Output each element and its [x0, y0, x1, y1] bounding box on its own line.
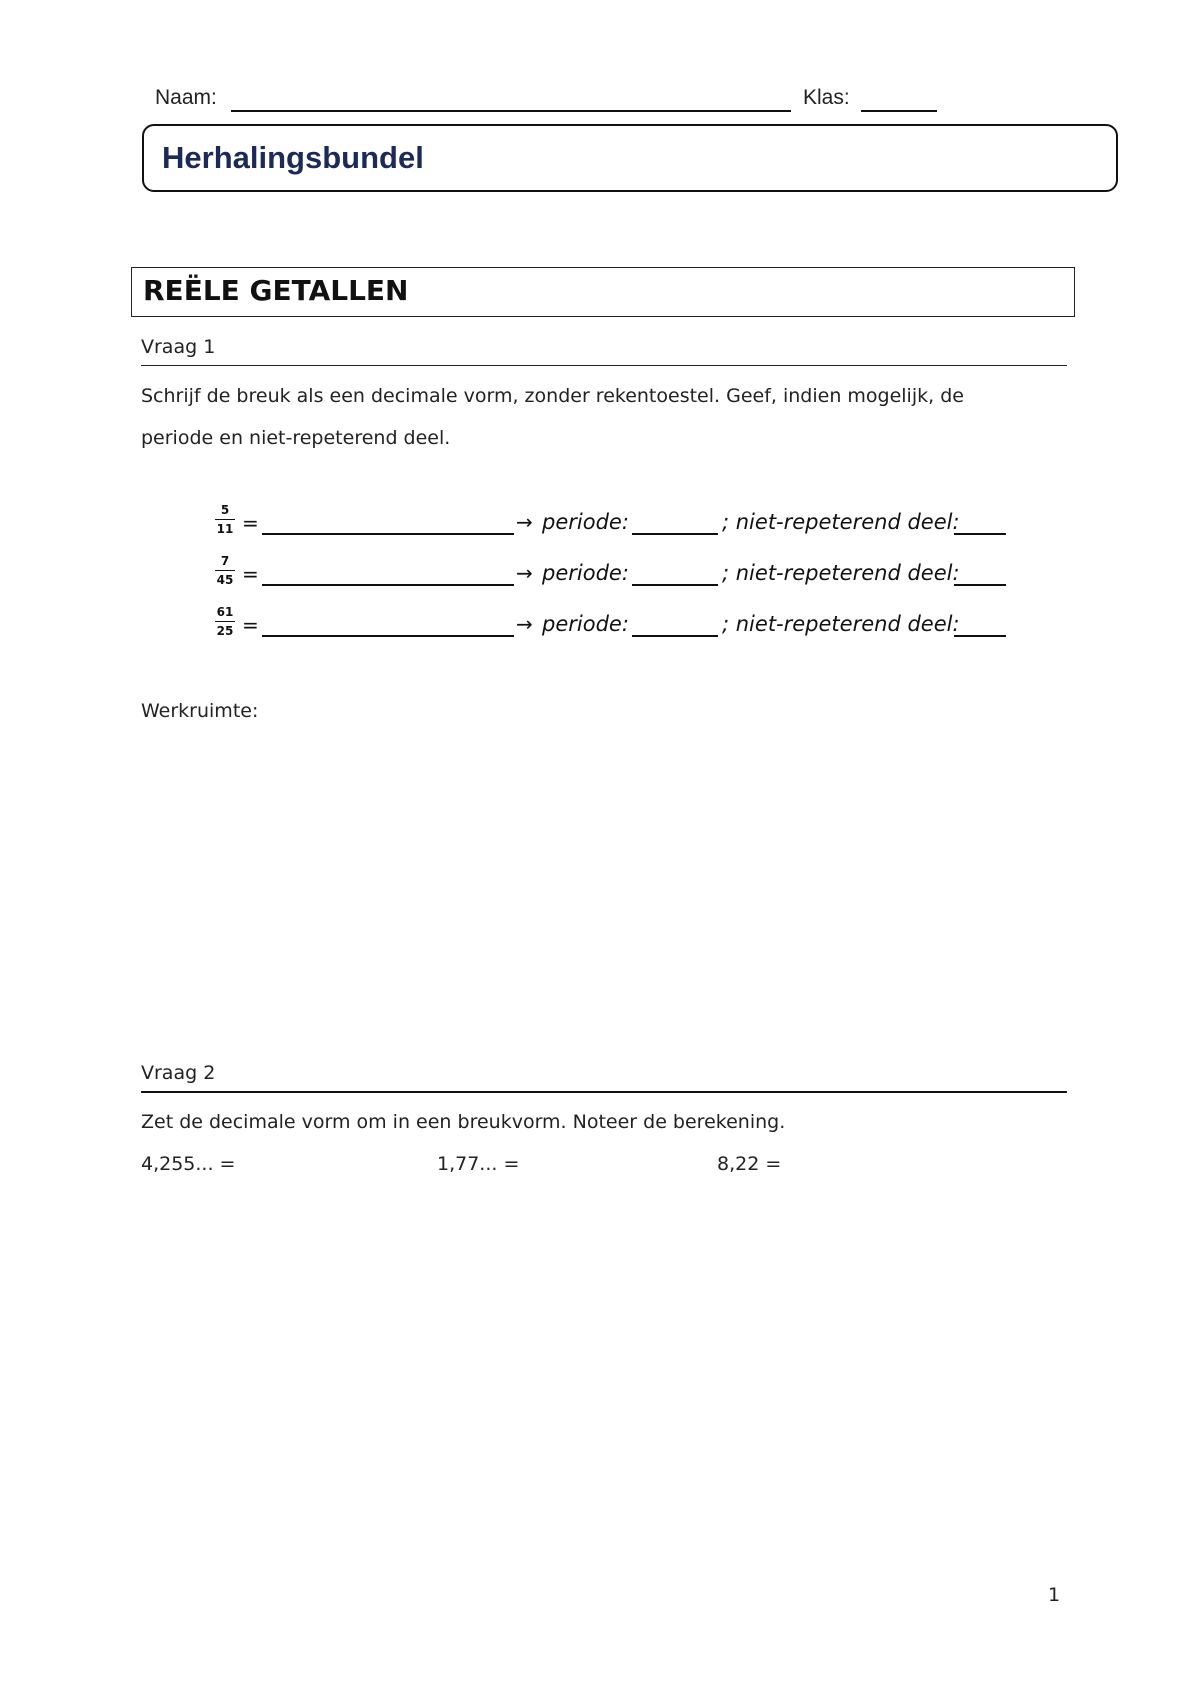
- decimal-answer-line[interactable]: [262, 533, 514, 535]
- nonrepeating-answer-line[interactable]: [954, 584, 1006, 586]
- class-field-line[interactable]: [861, 110, 937, 112]
- fraction-row-2: [214, 554, 1014, 598]
- period-answer-line[interactable]: [632, 635, 718, 637]
- nonrepeating-answer-line[interactable]: [954, 533, 1006, 535]
- question1-title: Vraag 1: [141, 336, 216, 358]
- equals-sign: =: [242, 511, 259, 535]
- question2-underline: [141, 1091, 1067, 1093]
- arrow-icon: →: [516, 510, 533, 534]
- fraction-2: [214, 554, 236, 589]
- equals-sign: =: [242, 562, 259, 586]
- period-label: periode:: [542, 561, 629, 585]
- fraction-1: [214, 503, 236, 538]
- question1-underline: [141, 365, 1067, 366]
- question1-heading: [141, 336, 1067, 366]
- name-label: Naam:: [155, 86, 217, 109]
- question1-instruction: [141, 375, 1081, 459]
- fraction-denominator: 45: [216, 573, 234, 587]
- fraction-row-3: [214, 605, 1014, 649]
- period-answer-line[interactable]: [632, 533, 718, 535]
- fraction-3: [214, 605, 236, 640]
- page-number: 1: [1048, 1584, 1061, 1606]
- question2-instruction: Zet de decimale vorm om in een breukvorm. Noteer de berekening.: [141, 1111, 786, 1133]
- fraction-denominator: 11: [216, 522, 234, 536]
- nonrepeating-label: ; niet-repeterend deel:: [722, 561, 960, 585]
- student-info-row: [155, 86, 935, 116]
- fraction-denominator: 25: [216, 624, 234, 638]
- expression-3: 8,22 =: [717, 1153, 782, 1175]
- decimal-answer-line[interactable]: [262, 584, 514, 586]
- section-heading: REËLE GETALLEN: [143, 274, 409, 307]
- expression-2: 1,77... =: [437, 1153, 520, 1175]
- nonrepeating-label: ; niet-repeterend deel:: [722, 612, 960, 636]
- period-label: periode:: [542, 510, 629, 534]
- nonrepeating-answer-line[interactable]: [954, 635, 1006, 637]
- fraction-numerator: 7: [220, 554, 230, 568]
- nonrepeating-label: ; niet-repeterend deel:: [722, 510, 960, 534]
- page-title: Herhalingsbundel: [162, 140, 424, 175]
- arrow-icon: →: [516, 612, 533, 636]
- period-answer-line[interactable]: [632, 584, 718, 586]
- question1-instruction-line1: Schrijf de breuk als een decimale vorm, zonder rekentoestel. Geef, indien mogelijk, de: [141, 385, 964, 407]
- arrow-icon: →: [516, 561, 533, 585]
- class-label: Klas:: [803, 86, 850, 109]
- fraction-numerator: 61: [216, 605, 234, 619]
- fraction-row-1: [214, 503, 1014, 547]
- question2-title: Vraag 2: [141, 1062, 216, 1084]
- name-field-line[interactable]: [231, 110, 791, 112]
- question2-heading: [141, 1062, 1067, 1092]
- expression-1: 4,255... =: [141, 1153, 236, 1175]
- fraction-numerator: 5: [220, 503, 230, 517]
- workspace-label: Werkruimte:: [141, 700, 259, 722]
- period-label: periode:: [542, 612, 629, 636]
- decimal-answer-line[interactable]: [262, 635, 514, 637]
- title-box: [142, 124, 1118, 192]
- workspace-area[interactable]: [141, 740, 1067, 1040]
- equals-sign: =: [242, 613, 259, 637]
- section-heading-box: [131, 267, 1075, 317]
- question1-instruction-line2: periode en niet-repeterend deel.: [141, 427, 451, 449]
